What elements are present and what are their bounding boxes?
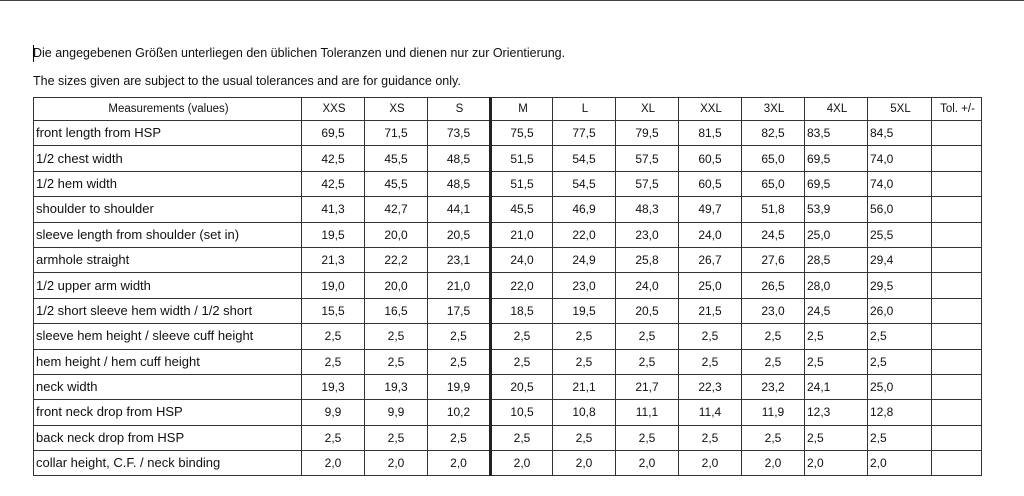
table-cell: 2,5 bbox=[868, 425, 932, 450]
table-cell: 2,5 bbox=[679, 349, 742, 374]
table-cell: 74,0 bbox=[868, 171, 932, 196]
table-cell: 2,5 bbox=[428, 349, 491, 374]
table-cell: 83,5 bbox=[805, 121, 868, 146]
table-cell: 20,5 bbox=[616, 298, 679, 323]
table-cell: 2,5 bbox=[428, 324, 491, 349]
table-cell bbox=[932, 349, 982, 374]
row-label: 1/2 short sleeve hem width / 1/2 short bbox=[34, 298, 302, 323]
table-row bbox=[34, 400, 982, 425]
table-cell bbox=[932, 425, 982, 450]
table-row bbox=[34, 451, 982, 476]
table-row bbox=[34, 273, 982, 298]
table-cell: 51,5 bbox=[491, 146, 553, 171]
table-cell: 25,0 bbox=[868, 374, 932, 399]
table-cell: 21,0 bbox=[428, 273, 491, 298]
header-size-11: Tol. +/- bbox=[932, 98, 982, 121]
table-cell: 42,7 bbox=[365, 197, 428, 222]
table-cell: 19,5 bbox=[553, 298, 616, 323]
table-row bbox=[34, 374, 982, 399]
table-cell: 19,9 bbox=[428, 374, 491, 399]
table-cell bbox=[932, 400, 982, 425]
table-cell: 10,5 bbox=[491, 400, 553, 425]
table-cell: 2,0 bbox=[302, 451, 365, 476]
table-cell: 22,0 bbox=[553, 222, 616, 247]
table-cell: 23,0 bbox=[616, 222, 679, 247]
table-cell: 26,0 bbox=[868, 298, 932, 323]
header-size-3: S bbox=[428, 98, 491, 121]
table-cell bbox=[932, 374, 982, 399]
table-cell: 2,0 bbox=[742, 451, 805, 476]
table-cell: 74,0 bbox=[868, 146, 932, 171]
table-cell: 2,5 bbox=[616, 425, 679, 450]
table-cell: 2,0 bbox=[616, 451, 679, 476]
table-cell: 81,5 bbox=[679, 121, 742, 146]
table-cell: 79,5 bbox=[616, 121, 679, 146]
table-cell: 20,0 bbox=[365, 273, 428, 298]
table-cell: 49,7 bbox=[679, 197, 742, 222]
table-cell: 2,0 bbox=[428, 451, 491, 476]
table-row bbox=[34, 222, 982, 247]
header-size-6: XL bbox=[616, 98, 679, 121]
table-cell bbox=[932, 222, 982, 247]
table-cell: 2,5 bbox=[868, 349, 932, 374]
table-cell: 2,5 bbox=[428, 425, 491, 450]
row-label: shoulder to shoulder bbox=[34, 197, 302, 222]
table-cell: 2,0 bbox=[491, 451, 553, 476]
header-size-9: 4XL bbox=[805, 98, 868, 121]
header-size-1: XXS bbox=[302, 98, 365, 121]
table-cell: 2,5 bbox=[553, 349, 616, 374]
table-cell: 24,0 bbox=[679, 222, 742, 247]
table-cell: 2,5 bbox=[553, 425, 616, 450]
table-cell: 53,9 bbox=[805, 197, 868, 222]
row-label: 1/2 upper arm width bbox=[34, 273, 302, 298]
table-cell: 44,1 bbox=[428, 197, 491, 222]
table-cell: 21,1 bbox=[553, 374, 616, 399]
table-cell: 2,0 bbox=[365, 451, 428, 476]
table-cell: 56,0 bbox=[868, 197, 932, 222]
header-size-7: XXL bbox=[679, 98, 742, 121]
table-cell: 26,5 bbox=[742, 273, 805, 298]
table-cell: 12,3 bbox=[805, 400, 868, 425]
table-cell: 2,5 bbox=[679, 425, 742, 450]
table-cell: 25,0 bbox=[679, 273, 742, 298]
table-cell: 42,5 bbox=[302, 146, 365, 171]
table-cell: 16,5 bbox=[365, 298, 428, 323]
table-cell: 2,5 bbox=[805, 324, 868, 349]
table-cell: 29,4 bbox=[868, 247, 932, 272]
table-cell bbox=[932, 451, 982, 476]
table-cell: 20,0 bbox=[365, 222, 428, 247]
table-cell: 48,5 bbox=[428, 146, 491, 171]
table-header-row bbox=[34, 98, 982, 121]
table-cell: 2,5 bbox=[868, 324, 932, 349]
table-cell: 11,9 bbox=[742, 400, 805, 425]
row-label: front length from HSP bbox=[34, 121, 302, 146]
table-cell bbox=[932, 197, 982, 222]
table-cell: 28,0 bbox=[805, 273, 868, 298]
table-cell: 57,5 bbox=[616, 171, 679, 196]
table-cell: 75,5 bbox=[491, 121, 553, 146]
row-label: sleeve length from shoulder (set in) bbox=[34, 222, 302, 247]
row-label: front neck drop from HSP bbox=[34, 400, 302, 425]
table-cell bbox=[932, 146, 982, 171]
row-label: back neck drop from HSP bbox=[34, 425, 302, 450]
table-row bbox=[34, 121, 982, 146]
table-cell: 71,5 bbox=[365, 121, 428, 146]
header-size-4: M bbox=[491, 98, 553, 121]
table-cell: 2,5 bbox=[491, 324, 553, 349]
table-row bbox=[34, 171, 982, 196]
table-cell: 10,2 bbox=[428, 400, 491, 425]
table-cell: 2,5 bbox=[679, 324, 742, 349]
table-cell: 54,5 bbox=[553, 146, 616, 171]
table-cell: 2,5 bbox=[365, 425, 428, 450]
table-cell: 77,5 bbox=[553, 121, 616, 146]
table-cell: 24,0 bbox=[491, 247, 553, 272]
table-row bbox=[34, 146, 982, 171]
table-cell bbox=[932, 324, 982, 349]
table-cell: 51,8 bbox=[742, 197, 805, 222]
header-size-5: L bbox=[553, 98, 616, 121]
table-cell: 2,5 bbox=[365, 324, 428, 349]
table-cell bbox=[932, 298, 982, 323]
table-cell: 22,2 bbox=[365, 247, 428, 272]
table-cell: 42,5 bbox=[302, 171, 365, 196]
table-cell: 21,0 bbox=[491, 222, 553, 247]
table-cell: 60,5 bbox=[679, 146, 742, 171]
table-cell bbox=[932, 121, 982, 146]
table-cell bbox=[932, 171, 982, 196]
row-label: armhole straight bbox=[34, 247, 302, 272]
table-cell: 2,0 bbox=[805, 451, 868, 476]
table-cell: 48,5 bbox=[428, 171, 491, 196]
header-measurements: Measurements (values) bbox=[34, 98, 302, 121]
table-cell: 19,0 bbox=[302, 273, 365, 298]
table-cell: 46,9 bbox=[553, 197, 616, 222]
table-cell: 19,3 bbox=[365, 374, 428, 399]
table-cell: 45,5 bbox=[365, 171, 428, 196]
table-cell: 48,3 bbox=[616, 197, 679, 222]
table-cell: 69,5 bbox=[805, 146, 868, 171]
table-row bbox=[34, 197, 982, 222]
table-cell: 45,5 bbox=[365, 146, 428, 171]
intro-text-german: Die angegebenen Größen unterliegen den üblichen Toleranzen und dienen nur zur Orientierung. bbox=[33, 46, 566, 60]
table-cell: 24,5 bbox=[742, 222, 805, 247]
table-cell: 12,8 bbox=[868, 400, 932, 425]
header-size-2: XS bbox=[365, 98, 428, 121]
table-cell: 9,9 bbox=[365, 400, 428, 425]
table-row bbox=[34, 298, 982, 323]
table-cell: 25,5 bbox=[868, 222, 932, 247]
table-cell: 9,9 bbox=[302, 400, 365, 425]
table-cell: 25,0 bbox=[805, 222, 868, 247]
table-cell: 2,5 bbox=[616, 349, 679, 374]
table-cell: 24,9 bbox=[553, 247, 616, 272]
table-cell: 69,5 bbox=[805, 171, 868, 196]
intro-text-english: The sizes given are subject to the usual tolerances and are for guidance only. bbox=[33, 74, 461, 88]
header-size-10: 5XL bbox=[868, 98, 932, 121]
table-cell: 23,2 bbox=[742, 374, 805, 399]
row-label: neck width bbox=[34, 374, 302, 399]
table-cell: 15,5 bbox=[302, 298, 365, 323]
table-cell: 57,5 bbox=[616, 146, 679, 171]
table-cell: 2,5 bbox=[491, 349, 553, 374]
table-cell: 69,5 bbox=[302, 121, 365, 146]
top-border-line bbox=[0, 0, 1024, 1]
table-cell: 2,5 bbox=[365, 349, 428, 374]
header-size-8: 3XL bbox=[742, 98, 805, 121]
table-cell: 29,5 bbox=[868, 273, 932, 298]
table-cell: 2,5 bbox=[742, 324, 805, 349]
table-cell: 23,0 bbox=[553, 273, 616, 298]
table-cell: 21,7 bbox=[616, 374, 679, 399]
table-cell: 60,5 bbox=[679, 171, 742, 196]
row-label: sleeve hem height / sleeve cuff height bbox=[34, 324, 302, 349]
table-row bbox=[34, 324, 982, 349]
table-cell: 84,5 bbox=[868, 121, 932, 146]
table-cell: 2,0 bbox=[553, 451, 616, 476]
table-cell: 2,5 bbox=[616, 324, 679, 349]
row-label: 1/2 chest width bbox=[34, 146, 302, 171]
table-cell: 10,8 bbox=[553, 400, 616, 425]
table-cell: 2,5 bbox=[805, 349, 868, 374]
table-row bbox=[34, 349, 982, 374]
table-cell: 2,5 bbox=[302, 425, 365, 450]
table-cell: 20,5 bbox=[428, 222, 491, 247]
table-cell: 45,5 bbox=[491, 197, 553, 222]
table-cell: 20,5 bbox=[491, 374, 553, 399]
table-cell: 54,5 bbox=[553, 171, 616, 196]
table-cell: 19,3 bbox=[302, 374, 365, 399]
row-label: collar height, C.F. / neck binding bbox=[34, 451, 302, 476]
table-cell: 27,6 bbox=[742, 247, 805, 272]
size-chart-table bbox=[33, 97, 982, 476]
table-cell: 24,1 bbox=[805, 374, 868, 399]
table-body bbox=[34, 121, 982, 476]
table-row bbox=[34, 425, 982, 450]
row-label: 1/2 hem width bbox=[34, 171, 302, 196]
table-cell: 41,3 bbox=[302, 197, 365, 222]
table-cell: 21,5 bbox=[679, 298, 742, 323]
table-cell: 17,5 bbox=[428, 298, 491, 323]
table-cell: 24,0 bbox=[616, 273, 679, 298]
table-cell: 2,5 bbox=[302, 324, 365, 349]
table-cell: 23,0 bbox=[742, 298, 805, 323]
table-cell: 2,5 bbox=[302, 349, 365, 374]
row-label: hem height / hem cuff height bbox=[34, 349, 302, 374]
table-cell: 22,0 bbox=[491, 273, 553, 298]
table-cell: 2,5 bbox=[553, 324, 616, 349]
table-cell: 2,5 bbox=[742, 425, 805, 450]
table-cell: 18,5 bbox=[491, 298, 553, 323]
table-cell: 2,0 bbox=[679, 451, 742, 476]
table-cell: 19,5 bbox=[302, 222, 365, 247]
table-cell: 25,8 bbox=[616, 247, 679, 272]
table-cell: 11,4 bbox=[679, 400, 742, 425]
table-cell: 24,5 bbox=[805, 298, 868, 323]
table-cell: 23,1 bbox=[428, 247, 491, 272]
table-cell: 2,5 bbox=[742, 349, 805, 374]
table-cell: 2,5 bbox=[491, 425, 553, 450]
table-cell: 11,1 bbox=[616, 400, 679, 425]
table-cell bbox=[932, 273, 982, 298]
table-cell: 73,5 bbox=[428, 121, 491, 146]
table-cell: 82,5 bbox=[742, 121, 805, 146]
table-cell: 65,0 bbox=[742, 171, 805, 196]
table-row bbox=[34, 247, 982, 272]
table-cell: 21,3 bbox=[302, 247, 365, 272]
table-cell: 28,5 bbox=[805, 247, 868, 272]
table-cell: 22,3 bbox=[679, 374, 742, 399]
table-cell bbox=[932, 247, 982, 272]
table-cell: 2,5 bbox=[805, 425, 868, 450]
table-cell: 51,5 bbox=[491, 171, 553, 196]
table-cell: 65,0 bbox=[742, 146, 805, 171]
table-cell: 26,7 bbox=[679, 247, 742, 272]
table-cell: 2,0 bbox=[868, 451, 932, 476]
